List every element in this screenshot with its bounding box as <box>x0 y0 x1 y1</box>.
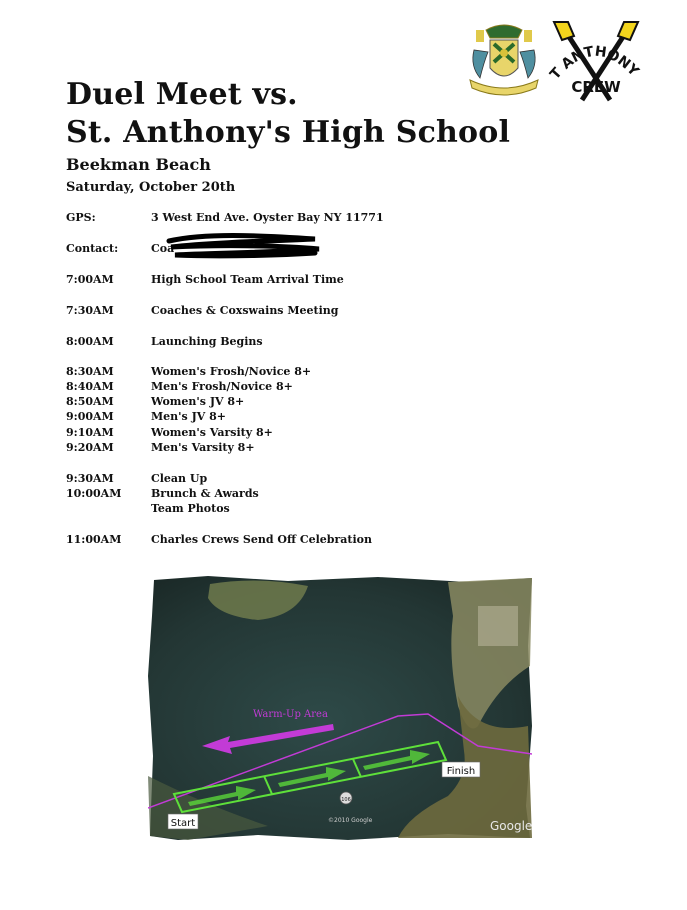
schedule-row <box>66 394 244 409</box>
gps-row <box>66 210 384 225</box>
crew-logo-top-text: T ANTHONY <box>548 43 642 83</box>
course-map <box>148 576 532 840</box>
start-label: Start <box>170 818 196 829</box>
contact-row <box>66 241 174 256</box>
schedule-event: Men's Varsity 8+ <box>151 441 255 454</box>
schedule-event: Women's Frosh/Novice 8+ <box>151 365 312 378</box>
location: Beekman Beach <box>66 155 211 174</box>
schedule-event: Men's JV 8+ <box>151 410 227 423</box>
schedule-event: High School Team Arrival Time <box>151 273 344 286</box>
title-line-2: St. Anthony's High School <box>66 115 511 150</box>
finish-label: Finish <box>446 766 476 777</box>
warmup-label: Warm-Up Area <box>253 709 328 720</box>
redaction-scribble <box>165 231 325 261</box>
schedule-row <box>66 440 255 455</box>
schedule-time: 8:50AM <box>66 395 114 408</box>
schedule-row <box>66 425 273 440</box>
schedule-time: 8:30AM <box>66 365 114 378</box>
schedule-event: Launching Begins <box>151 335 263 348</box>
schedule-time: 9:10AM <box>66 426 114 439</box>
route-badge-text: 106 <box>341 797 351 803</box>
contact-value: Coa <box>151 242 175 255</box>
schedule-event: Charles Crews Send Off Celebration <box>151 533 372 546</box>
schedule-event: Team Photos <box>151 502 230 515</box>
schedule-event: Women's Varsity 8+ <box>151 426 273 439</box>
schedule-row <box>66 334 263 349</box>
schedule-row <box>66 303 338 318</box>
schedule-row <box>66 471 207 486</box>
schedule-time: 8:00AM <box>66 335 114 348</box>
schedule-row <box>66 379 293 394</box>
schedule-event: Women's JV 8+ <box>151 395 245 408</box>
schedule-time: 7:30AM <box>66 304 114 317</box>
schedule-event: Coaches & Coxswains Meeting <box>151 304 339 317</box>
schedule-row <box>66 486 259 501</box>
schedule-time: 8:40AM <box>66 380 114 393</box>
schedule-row <box>66 501 230 516</box>
crew-logo-icon <box>548 20 644 106</box>
title-line-1: Duel Meet vs. <box>66 77 298 112</box>
schedule-row <box>66 532 372 547</box>
gps-value: 3 West End Ave. Oyster Bay NY 11771 <box>151 211 384 224</box>
schedule-time: 9:20AM <box>66 441 114 454</box>
gps-label: GPS: <box>66 211 96 224</box>
google-logo: Google <box>490 819 532 833</box>
schedule-time: 11:00AM <box>66 533 122 546</box>
schedule-row <box>66 272 344 287</box>
schedule-time: 9:00AM <box>66 410 114 423</box>
contact-label: Contact: <box>66 242 119 255</box>
map-copyright: ©2010 Google <box>328 817 373 824</box>
schedule-time: 9:30AM <box>66 472 114 485</box>
schedule-event: Brunch & Awards <box>151 487 259 500</box>
schedule-time: 10:00AM <box>66 487 122 500</box>
schedule-row <box>66 364 311 379</box>
crew-logo-bottom-text: CREW <box>571 78 621 96</box>
date: Saturday, October 20th <box>66 180 236 195</box>
schedule-event: Clean Up <box>151 472 208 485</box>
schedule-event: Men's Frosh/Novice 8+ <box>151 380 293 393</box>
schedule-time: 7:00AM <box>66 273 114 286</box>
school-crest-icon <box>466 22 542 104</box>
schedule-row <box>66 409 226 424</box>
